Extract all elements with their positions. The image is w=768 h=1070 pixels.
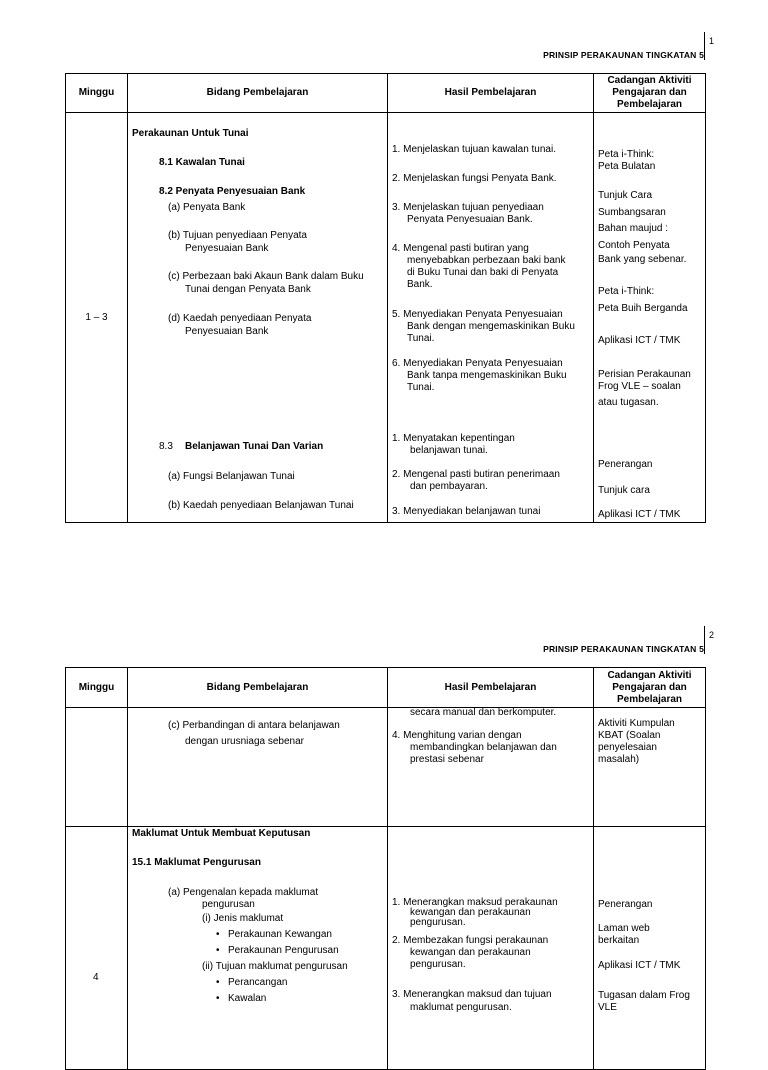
bidang-cell xyxy=(128,827,388,1070)
activity-item: VLE xyxy=(598,1002,617,1013)
list-item: (b) Tujuan penyediaan Penyata xyxy=(168,230,307,241)
section-8-2: 8.2 Penyata Penyesuaian Bank xyxy=(159,186,306,197)
col-header-minggu: Minggu xyxy=(66,74,128,113)
hasil-cell xyxy=(388,827,594,1070)
outcome-item: Bank dengan mengemaskinikan Buku xyxy=(407,321,575,332)
page-number: 1 xyxy=(709,36,715,46)
outcome-item: dan pembayaran. xyxy=(410,481,488,492)
outcome-item: 6. Menyediakan Penyata Penyesuaian xyxy=(392,358,563,369)
activity-item: atau tugasan. xyxy=(598,397,659,408)
col-header-minggu: Minggu xyxy=(66,668,128,708)
list-item xyxy=(216,945,339,957)
list-item: (a) Pengenalan kepada maklumat xyxy=(168,887,319,898)
list-item-label: Perakaunan Kewangan xyxy=(228,929,332,940)
aktiviti-cell xyxy=(594,113,706,523)
activity-item: Contoh Penyata xyxy=(598,240,670,251)
outcome-item: kewangan dan perakaunan xyxy=(410,907,531,918)
topic-title: Perakaunan Untuk Tunai xyxy=(132,128,249,139)
schedule-table xyxy=(65,73,706,523)
page-2 xyxy=(0,560,768,1024)
week-cell xyxy=(66,827,128,1070)
outcome-item: 4. Menghitung varian dengan xyxy=(392,730,522,741)
col-header-hasil: Hasil Pembelajaran xyxy=(388,74,594,113)
list-item: Tunai dengan Penyata Bank xyxy=(185,284,311,295)
outcome-item: pengurusan. xyxy=(410,959,466,970)
activity-item: Peta i-Think: xyxy=(598,286,655,297)
outcome-item: di Buku Tunai dan baki di Penyata xyxy=(407,267,559,278)
outcome-item: Bank. xyxy=(407,279,433,290)
outcome-item: 3. Menyediakan belanjawan tunai xyxy=(392,506,541,517)
list-item: Penyesuaian Bank xyxy=(185,243,269,254)
activity-item: Penerangan xyxy=(598,899,653,910)
list-item: dengan urusniaga sebenar xyxy=(185,736,304,747)
list-item: (a) Penyata Bank xyxy=(168,202,246,213)
activity-item: Penerangan xyxy=(598,459,653,470)
bullet-icon: • xyxy=(216,929,220,940)
outcome-item: 2. Mengenal pasti butiran penerimaan xyxy=(392,469,560,480)
list-item xyxy=(216,993,266,1005)
list-item: (d) Kaedah penyediaan Penyata xyxy=(168,313,312,324)
outcome-item: prestasi sebenar xyxy=(410,754,484,765)
bidang-cell xyxy=(128,113,388,523)
bidang-cell xyxy=(128,708,388,827)
list-item xyxy=(216,929,332,941)
list-item: (a) Fungsi Belanjawan Tunai xyxy=(168,471,295,482)
col-header-bidang: Bidang Pembelajaran xyxy=(128,74,388,113)
page-header: PRINSIP PERAKAUNAN TINGKATAN 5 xyxy=(543,50,704,60)
activity-item: Aplikasi ICT / TMK xyxy=(598,335,681,346)
activity-item: masalah) xyxy=(598,754,640,765)
activity-item: Tugasan dalam Frog xyxy=(598,990,690,1001)
activity-item: Aplikasi ICT / TMK xyxy=(598,960,681,971)
outcome-item: pengurusan. xyxy=(410,917,466,928)
page-corner-rule xyxy=(704,626,705,654)
outcome-item: kewangan dan perakaunan xyxy=(410,947,531,958)
outcome-item: secara manual dan berkomputer. xyxy=(410,707,557,718)
outcome-item: 3. Menjelaskan tujuan penyediaan xyxy=(392,202,544,213)
outcome-item: 1. Menjelaskan tujuan kawalan tunai. xyxy=(392,144,556,155)
aktiviti-cell xyxy=(594,708,706,827)
activity-item: Aplikasi ICT / TMK xyxy=(598,509,681,520)
list-item-label: Perancangan xyxy=(228,977,288,988)
hasil-cell xyxy=(388,708,594,827)
week-value: 4 xyxy=(93,972,99,983)
activity-item: Bank yang sebenar. xyxy=(598,254,687,265)
aktiviti-cell xyxy=(594,827,706,1070)
outcome-item: 4. Mengenal pasti butiran yang xyxy=(392,243,529,254)
col-header-aktiviti: Cadangan Aktiviti Pengajaran dan Pembelajaran xyxy=(594,668,706,708)
list-item: (b) Kaedah penyediaan Belanjawan Tunai xyxy=(168,500,354,511)
col-header-aktiviti: Cadangan Aktiviti Pengajaran dan Pembelajaran xyxy=(594,74,706,113)
activity-item: Frog VLE – soalan xyxy=(598,381,681,392)
activity-item: Bahan maujud : xyxy=(598,223,669,234)
activity-item: Perisian Perakaunan xyxy=(598,369,691,380)
outcome-item: belanjawan tunai. xyxy=(410,445,488,456)
col-header-bidang: Bidang Pembelajaran xyxy=(128,668,388,708)
activity-item: Laman web xyxy=(598,923,650,934)
list-item xyxy=(216,977,288,989)
list-item: Penyesuaian Bank xyxy=(185,326,269,337)
bullet-icon: • xyxy=(216,993,220,1004)
outcome-item: Tunai. xyxy=(407,382,435,393)
list-item: (c) Perbandingan di antara belanjawan xyxy=(168,720,340,731)
list-item: pengurusan xyxy=(202,899,255,910)
list-item-label: Perakaunan Pengurusan xyxy=(228,945,339,956)
activity-item: Tunjuk Cara xyxy=(598,190,653,201)
activity-item: Peta Bulatan xyxy=(598,161,656,172)
topic-title: Maklumat Untuk Membuat Keputusan xyxy=(132,828,311,839)
outcome-item: 1. Menerangkan maksud perakaunan xyxy=(392,897,558,908)
activity-item: Sumbangsaran xyxy=(598,207,666,218)
activity-item: penyelesaian xyxy=(598,742,657,753)
outcome-item: 5. Menyediakan Penyata Penyesuaian xyxy=(392,309,563,320)
list-item: (c) Perbezaan baki Akaun Bank dalam Buku xyxy=(168,271,364,282)
outcome-item: 2. Membezakan fungsi perakaunan xyxy=(392,935,549,946)
section-8-1: 8.1 Kawalan Tunai xyxy=(159,157,245,168)
section-8-3-number: 8.3 xyxy=(159,441,173,452)
outcome-item: 2. Menjelaskan fungsi Penyata Bank. xyxy=(392,173,557,184)
activity-item: Peta i-Think: xyxy=(598,149,655,160)
list-item: (ii) Tujuan maklumat pengurusan xyxy=(202,961,348,972)
col-header-hasil: Hasil Pembelajaran xyxy=(388,668,594,708)
page-number: 2 xyxy=(709,630,715,640)
outcome-item: menyebabkan perbezaan baki bank xyxy=(407,255,566,266)
outcome-item: Bank tanpa mengemaskinikan Buku xyxy=(407,370,567,381)
schedule-table xyxy=(65,667,706,1070)
outcome-item: 3. Menerangkan maksud dan tujuan xyxy=(392,989,552,1000)
section-8-3-title: Belanjawan Tunai Dan Varian xyxy=(185,441,324,452)
bullet-icon: • xyxy=(216,977,220,988)
list-item-label: Kawalan xyxy=(228,993,267,1004)
week-cell xyxy=(66,113,128,523)
page-corner-rule xyxy=(704,32,705,60)
outcome-item: 1. Menyatakan kepentingan xyxy=(392,433,515,444)
outcome-item: maklumat pengurusan. xyxy=(410,1002,512,1013)
activity-item: KBAT (Soalan xyxy=(598,730,661,741)
list-item: (i) Jenis maklumat xyxy=(202,913,284,924)
activity-item: Tunjuk cara xyxy=(598,485,650,496)
outcome-item: Penyata Penyesuaian Bank. xyxy=(407,214,533,225)
week-cell xyxy=(66,708,128,827)
week-value: 1 – 3 xyxy=(85,311,108,323)
activity-item: berkaitan xyxy=(598,935,640,946)
activity-item: Peta Buih Berganda xyxy=(598,303,688,314)
activity-item: Aktiviti Kumpulan xyxy=(598,718,675,729)
hasil-cell xyxy=(388,113,594,523)
outcome-item: membandingkan belanjawan dan xyxy=(410,742,557,753)
outcome-item: Tunai. xyxy=(407,333,435,344)
page-header: PRINSIP PERAKAUNAN TINGKATAN 5 xyxy=(543,644,704,654)
bullet-icon: • xyxy=(216,945,220,956)
section-15-1: 15.1 Maklumat Pengurusan xyxy=(132,857,261,868)
